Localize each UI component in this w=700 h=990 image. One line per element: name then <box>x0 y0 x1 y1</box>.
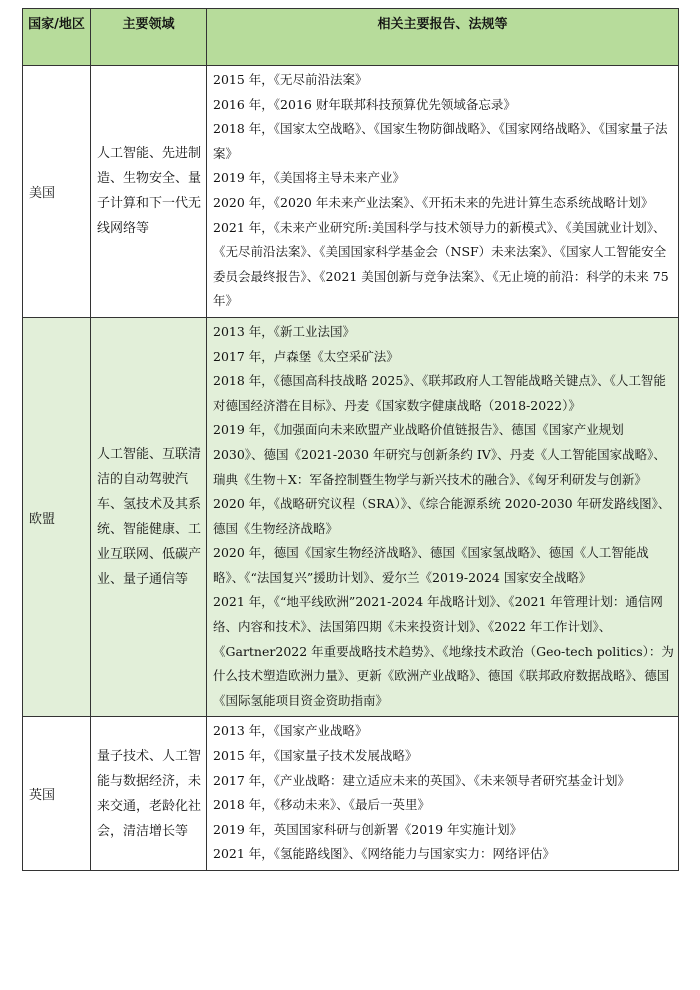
reports-cell <box>207 66 679 318</box>
country-cell: 英国 <box>23 717 91 871</box>
header-field: 主要领域 <box>91 9 207 66</box>
header-reports: 相关主要报告、法规等 <box>207 9 679 66</box>
report-entry: 2017 年，卢森堡《太空采矿法》 <box>213 348 399 364</box>
report-entry: 2018 年，《国家太空战略》、《国家生物防御战略》、《国家网络战略》、《国家量子法案》 <box>213 121 668 161</box>
report-entry: 2019 年，《美国将主导未来产业》 <box>213 170 406 186</box>
country-cell: 欧盟 <box>23 317 91 717</box>
report-entry: 2013 年，《新工业法国》 <box>213 323 356 339</box>
field-cell: 量子技术、人工智能与数据经济，未来交通，老龄化社会，清洁增长等 <box>91 717 207 871</box>
report-entry: 2021 年，《未来产业研究所:美国科学与技术领导力的新模式》、《美国就业计划》、《无尽前沿法案》、《美国国家科学基金会（NSF）未来法案》、《国家人工智能安全委员会最终报告》、《2021 美国创新与竞争法案》、《无止境的前沿：科学的未来 75 年》 <box>213 219 669 309</box>
table-row-eu <box>23 317 679 717</box>
report-entry: 2016 年，《2016 财年联邦科技预算优先领域备忘录》 <box>213 96 516 112</box>
country-cell: 美国 <box>23 66 91 318</box>
report-entry: 2019 年，《加强面向未来欧盟产业战略价值链报告》、德国《国家产业规划 2030》、德国《2021-2030 年研究与创新条约 IV》、丹麦《人工智能国家战略》、瑞典《生物＋X：军备控制暨生物学与新兴技术的融合》、《匈牙利研发与创新》 <box>213 422 666 487</box>
table-row-uk <box>23 717 679 871</box>
policy-table <box>22 8 679 871</box>
field-cell: 人工智能、互联清洁的自动驾驶汽车、氢技术及其系统、智能健康、工业互联网、低碳产业、量子通信等 <box>91 317 207 717</box>
reports-cell <box>207 717 679 871</box>
header-row <box>23 9 679 66</box>
report-entry: 2015 年，《无尽前沿法案》 <box>213 72 368 87</box>
report-entry: 2021 年，《氢能路线图》、《网络能力与国家实力：网络评估》 <box>213 846 556 862</box>
report-entry: 2021 年，《“地平线欧洲”2021-2024 年战略计划》、《2021 年管理计划：通信网络、内容和技术》、法国第四期《未来投资计划》、《2022 年工作计划》、《Gartner2022 年重要战略技术趋势》、《地缘技术政治（Geo-tech politics）：为什么技术塑造欧洲力量》、更新《欧洲产业战略》、德国《联邦政府数据战略》、德国《国际氢能项目资金资助指南》 <box>213 594 674 708</box>
table-row-usa <box>23 66 679 318</box>
report-entry: 2013 年，《国家产业战略》 <box>213 723 368 739</box>
report-entry: 2015 年，《国家量子技术发展战略》 <box>213 748 418 764</box>
report-entry: 2020 年，《战略研究议程（SRA）》、《综合能源系统 2020-2030 年研发路线图》、德国《生物经济战略》 <box>213 496 671 536</box>
report-entry: 2019 年，英国国家科研与创新署《2019 年实施计划》 <box>213 821 523 837</box>
report-entry: 2017 年，《产业战略：建立适应未来的英国》、《未来领导者研究基金计划》 <box>213 772 631 788</box>
report-entry: 2020 年，《2020 年未来产业法案》、《开拓未来的先进计算生态系统战略计划》 <box>213 194 654 210</box>
report-entry: 2020 年，德国《国家生物经济战略》、德国《国家氢战略》、德国《人工智能战略》、《“法国复兴”援助计划》、爱尔兰《2019-2024 国家安全战略》 <box>213 545 649 585</box>
report-entry: 2018 年，《移动未来》、《最后一英里》 <box>213 797 431 813</box>
field-cell: 人工智能、先进制造、生物安全、量子计算和下一代无线网络等 <box>91 66 207 318</box>
report-entry: 2018 年，《德国高科技战略 2025》、《联邦政府人工智能战略关键点》、《人工智能对德国经济潜在目标》、丹麦《国家数字健康战略（2018-2022）》 <box>213 373 666 413</box>
reports-cell <box>207 317 679 717</box>
header-country: 国家/地区 <box>23 9 91 66</box>
